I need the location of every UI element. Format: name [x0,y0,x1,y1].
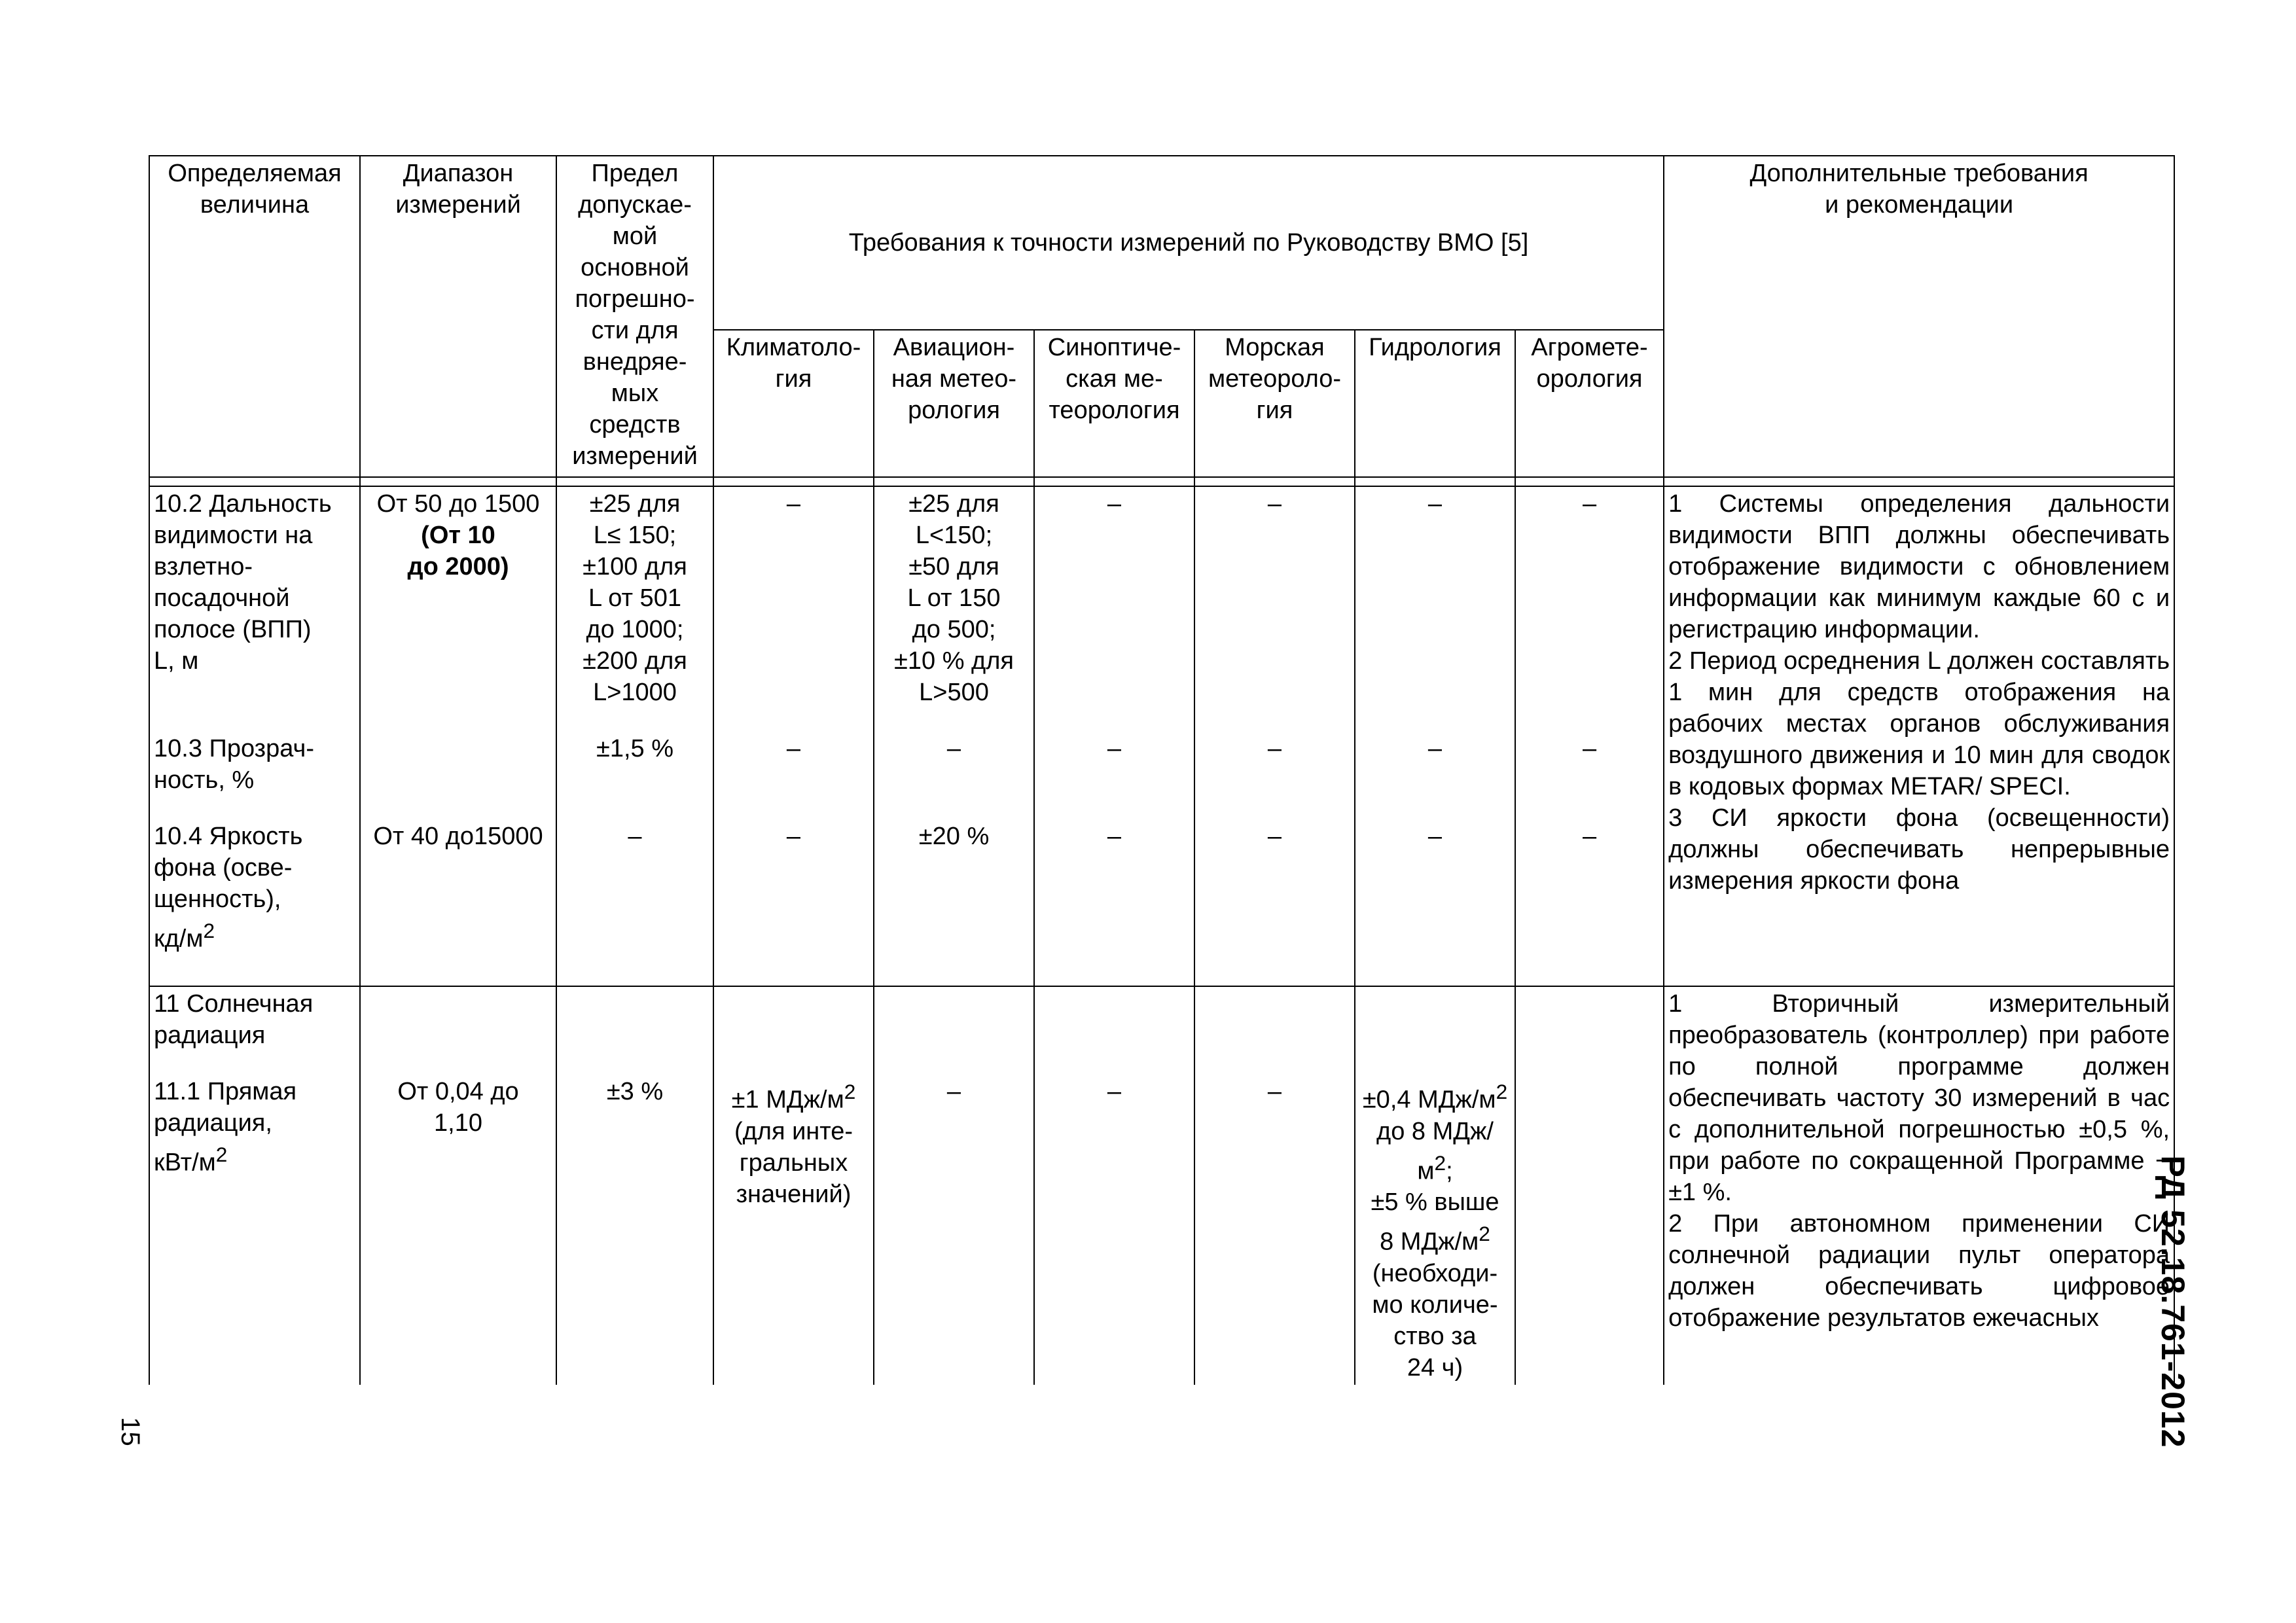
error-cell: ±1,5 % [556,732,713,819]
marine-cell: – [1194,486,1355,732]
climatology-value: ±1 МДж/м [731,1086,844,1114]
error-cell: ±25 для L≤ 150; ±100 для L от 501 до 1000; ±200 для L>1000 [556,486,713,732]
range-cell [360,486,556,732]
quantity-cell [149,819,360,986]
quantity-cell: 11 Солнечная радиация [149,986,360,1075]
header-climatology: Климатоло- гия [713,330,874,477]
extra-requirements-10: 1 Системы определения дальности видимости ВПП должны обеспечивать отображение видимости с обновлением информации как минимум каждые 60 с и регистрацию информации. 2 Период осреднения L должен составлять 1 мин для средств отображения на рабочих местах органов обслуживания воздушного движения и 10 мин для сводок в кодовых формах METAR/ SPECI. 3 СИ яркости фона (освещенности) должны обеспечивать непрерывные измерения яркости фона [1664,486,2174,986]
quantity-cell: 10.2 Дальность видимости на взлетно- посадочной полосе (ВПП) L, м [149,486,360,732]
range-plain: От 50 до 1500 [376,490,540,518]
quantity-text: 11.1 Прямая радиация, кВт/м [154,1078,297,1177]
range-cell: От 0,04 до 1,10 [360,1075,556,1385]
header-error: Предел допускае- мой основной погрешно- сти для внедряе- мых средств измерений [556,156,713,477]
header-range: Диапазон измерений [360,156,556,477]
header-quantity: Определяемая величина [149,156,360,477]
error-cell: ±3 % [556,1075,713,1385]
climatology-cell: – [713,819,874,986]
page-number: 15 [115,1417,145,1446]
marine-cell: – [1194,819,1355,986]
superscript: 2 [215,1143,228,1166]
range-bold: (От 10 до 2000) [407,522,509,580]
synoptic-cell: – [1034,732,1194,819]
hydrology-cell [1355,1075,1515,1385]
range-cell [360,732,556,819]
climatology-cell: – [713,486,874,732]
agro-cell: – [1515,819,1664,986]
table-row-11 [149,986,2174,1075]
hydrology-note: (необходи- мо количе- ство за 24 ч) [1372,1259,1498,1382]
superscript: 2 [203,919,215,942]
table-row-10-2 [149,486,2174,732]
hydrology-cell: – [1355,486,1515,732]
header-aviation: Авиацион- ная метео- рология [874,330,1034,477]
aviation-cell: ±20 % [874,819,1034,986]
quantity-cell [149,1075,360,1385]
agro-cell: – [1515,732,1664,819]
quantity-text: 10.4 Яркость фона (осве- щенность), кд/м [154,823,303,953]
document-code: РД 52.18.761-2012 [2155,1155,2191,1448]
requirements-table [149,155,2175,1385]
aviation-cell: – [874,732,1034,819]
synoptic-cell: – [1034,819,1194,986]
agro-cell [1515,1075,1664,1385]
header-hydrology: Гидрология [1355,330,1515,477]
extra-requirements-11: 1 Вторичный измерительный преобразователь (контроллер) при работе по полной программе должен обеспечивать частоту 30 измерений в час с дополнительной погрешностью ±0,5 %, при работе по сокращенной Программе − ±1 %. 2 При автономном применении СИ солнечной радиации пульт оператора должен обеспечивать цифровое отображение результатов ежечасных [1664,986,2174,1385]
marine-cell: – [1194,732,1355,819]
superscript: 2 [1496,1080,1508,1103]
superscript: 2 [1434,1150,1446,1175]
header-marine: Морская метеороло- гия [1194,330,1355,477]
hydrology-value-3: ; ±5 % выше 8 МДж/м [1371,1157,1499,1256]
climatology-cell: – [713,732,874,819]
hydrology-value-1: ±0,4 МДж/м [1362,1086,1496,1114]
synoptic-cell: – [1034,1075,1194,1385]
climatology-cell [713,1075,874,1385]
header-extra: Дополнительные требования и рекомендации [1664,156,2174,477]
header-agro: Агромете- орология [1515,330,1664,477]
agro-cell: – [1515,486,1664,732]
error-cell: – [556,819,713,986]
quantity-cell: 10.3 Прозрач- ность, % [149,732,360,819]
range-cell: От 40 до15000 [360,819,556,986]
hydrology-value-2: до 8 МДж/м [1376,1117,1494,1185]
climatology-note: (для инте- гральных значений) [734,1117,853,1208]
superscript: 2 [1479,1222,1490,1246]
header-wmo: Требования к точности измерений по Руководству ВМО [5] [713,156,1664,330]
aviation-cell: ±25 для L<150; ±50 для L от 150 до 500; ±10 % для L>500 [874,486,1034,732]
hydrology-cell: – [1355,732,1515,819]
superscript: 2 [844,1080,856,1103]
synoptic-cell: – [1034,486,1194,732]
header-synoptic: Синоптиче- ская ме- теорология [1034,330,1194,477]
hydrology-cell: – [1355,819,1515,986]
aviation-cell: – [874,1075,1034,1385]
marine-cell: – [1194,1075,1355,1385]
